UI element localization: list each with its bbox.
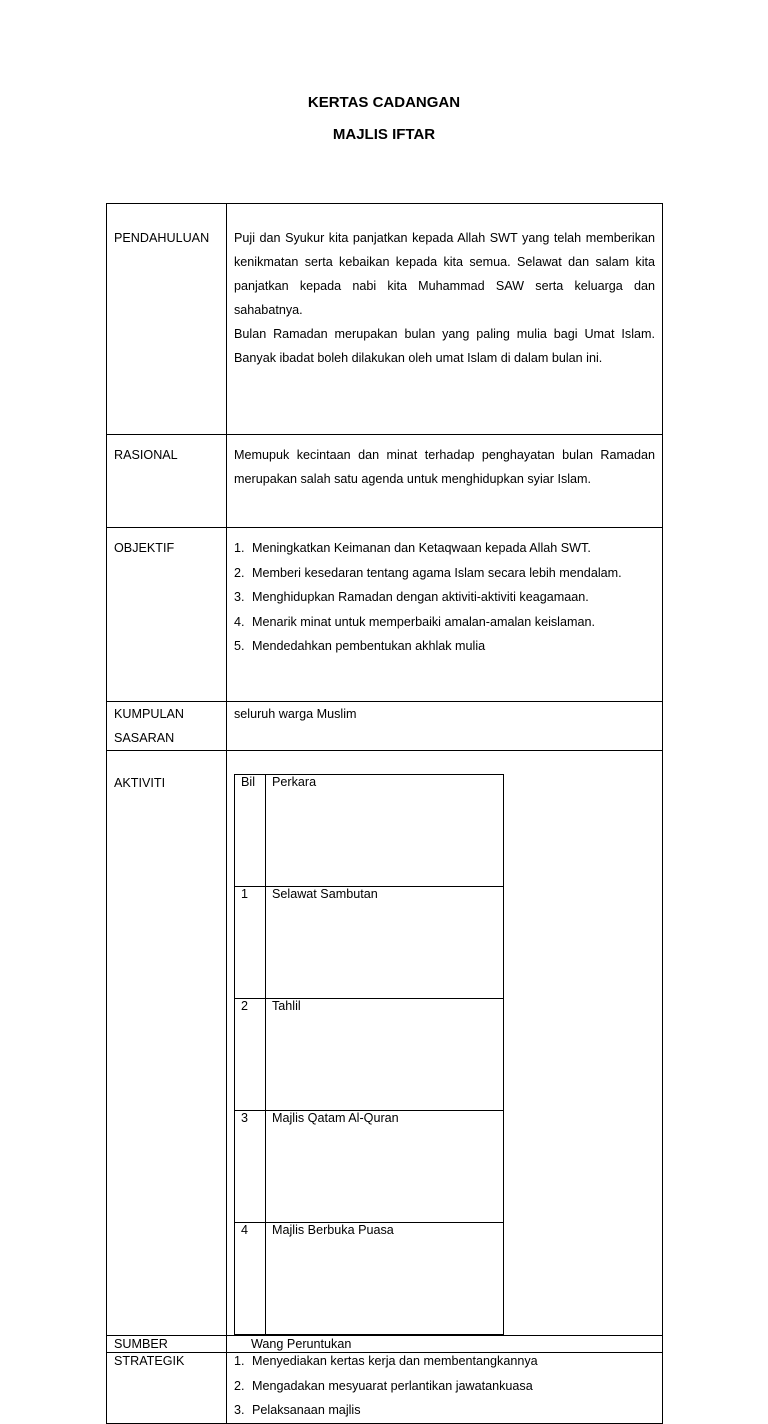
list-item [234,561,655,586]
label-cell [107,702,227,751]
table-row [235,999,504,1111]
cell-bil: 1 [235,887,266,999]
label-cell [107,751,227,1336]
row-aktiviti [107,751,663,1336]
list-number: 5. [234,639,245,653]
list-text: Pelaksanaan majlis [252,1403,361,1417]
cell-bil: 2 [235,999,266,1111]
row-strategik [107,1353,663,1424]
rasional-text: Memupuk kecintaan dan minat terhadap penghayatan bulan Ramadan merupakan salah satu agenda untuk menghidupkan syiar Islam. [234,448,655,486]
row-objektif [107,528,663,702]
section-label-pendahuluan: PENDAHULUAN [114,231,210,245]
kumpulan-sasaran-text: seluruh warga Muslim [234,707,357,721]
list-item [234,536,655,561]
list-number: 2. [234,565,245,580]
label-cell [107,528,227,702]
table-header-row [235,775,504,887]
column-header-perkara: Perkara [266,775,504,887]
strategik-list [234,1349,655,1423]
content-cell [227,751,663,1336]
content-cell [227,204,663,435]
cell-perkara: Majlis Berbuka Puasa [266,1223,504,1335]
list-number: 3. [234,1403,245,1417]
list-number: 1. [234,541,245,555]
row-kumpulan-sasaran [107,702,663,751]
table-row [235,1223,504,1335]
section-label-sasaran: SASARAN [114,731,175,745]
list-item [234,1374,655,1399]
content-cell [227,702,663,751]
document-subtitle: MAJLIS IFTAR [332,126,436,143]
row-pendahuluan [107,204,663,435]
sumber-text: Wang Peruntukan [251,1337,352,1351]
section-label-aktiviti: AKTIVITI [114,776,166,790]
list-text: Meningkatkan Keimanan dan Ketaqwaan kepada Allah SWT. [252,541,591,555]
list-item [234,1398,655,1423]
list-text: Menarik minat untuk memperbaiki amalan-amalan keislaman. [252,614,595,629]
objektif-list [234,536,655,659]
list-item [234,610,655,635]
proposal-table [106,203,663,1424]
table-row [235,887,504,999]
list-item [234,585,655,610]
content-cell [227,435,663,528]
cell-perkara: Majlis Qatam Al-Quran [266,1111,504,1223]
list-text: Memberi kesedaran tentang agama Islam secara lebih mendalam. [252,565,622,580]
content-cell [227,1353,663,1424]
list-number: 1. [234,1354,245,1368]
content-cell [227,528,663,702]
cell-bil: 4 [235,1223,266,1335]
list-item [234,1349,655,1374]
label-cell [107,1336,227,1353]
label-cell [107,204,227,435]
section-label-objektif: OBJEKTIF [114,541,175,555]
list-number: 2. [234,1378,245,1393]
list-text: Mengadakan mesyuarat perlantikan jawatankuasa [252,1378,533,1393]
list-text: Menyediakan kertas kerja dan membentangkannya [252,1354,538,1368]
cell-bil: 3 [235,1111,266,1223]
pendahuluan-paragraph-1: Puji dan Syukur kita panjatkan kepada Allah SWT yang telah memberikan kenikmatan serta kebaikan kepada kita semua. Selawat dan salam kita panjatkan kepada nabi kita Muhammad SAW serta keluarga dan sahabatnya. [234,231,655,317]
list-item [234,634,655,659]
cell-perkara: Selawat Sambutan [266,887,504,999]
aktiviti-table [234,774,504,1335]
section-label-sumber: SUMBER [114,1337,168,1351]
list-text: Mendedahkan pembentukan akhlak mulia [252,639,486,653]
section-label-strategik: STRATEGIK [114,1354,185,1368]
document-title: KERTAS CADANGAN [307,94,461,111]
section-label-kumpulan: KUMPULAN [114,707,184,721]
list-text: Menghidupkan Ramadan dengan aktiviti-aktiviti keagamaan. [252,590,589,604]
label-cell [107,1353,227,1424]
cell-perkara: Tahlil [266,999,504,1111]
column-header-bil: Bil [235,775,266,887]
list-number: 4. [234,614,245,629]
row-rasional [107,435,663,528]
list-number: 3. [234,590,245,604]
section-label-rasional: RASIONAL [114,448,178,462]
pendahuluan-paragraph-2: Bulan Ramadan merupakan bulan yang paling mulia bagi Umat Islam. Banyak ibadat boleh dilakukan oleh umat Islam di dalam bulan ini. [234,327,655,365]
label-cell [107,435,227,528]
table-row [235,1111,504,1223]
